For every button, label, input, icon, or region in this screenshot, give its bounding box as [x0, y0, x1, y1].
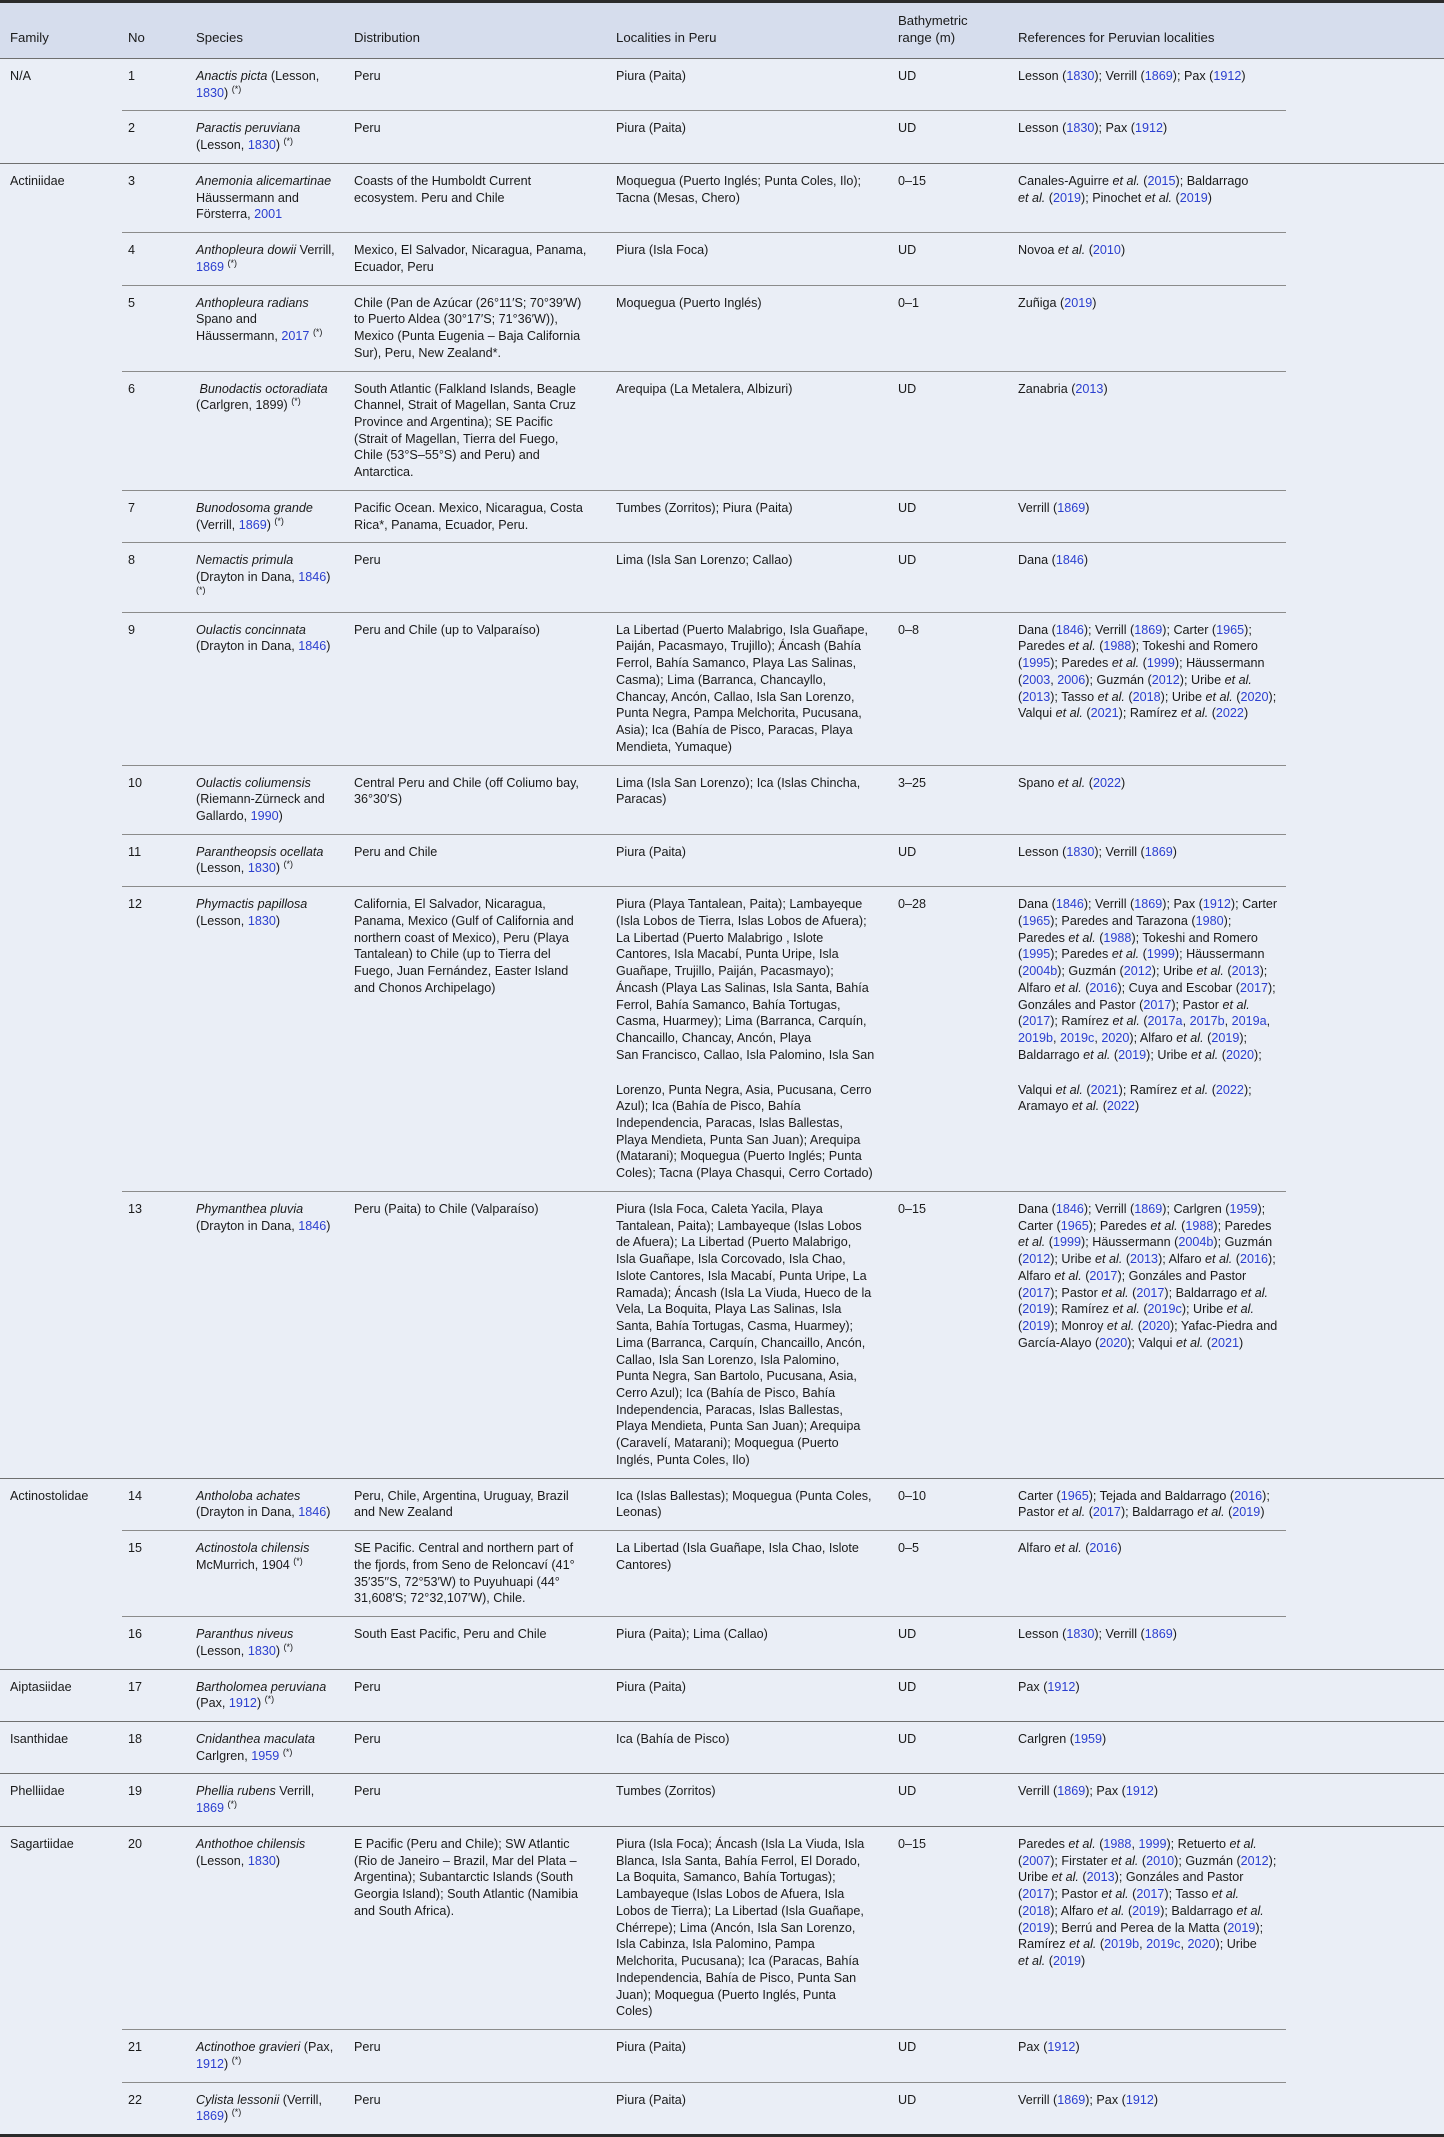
- cell-spacer: [1286, 1826, 1444, 2029]
- table-row: [0, 163, 1444, 232]
- cell-localities: Piura (Paita): [610, 834, 892, 886]
- cell-bathymetric-range: 0–8: [892, 612, 1012, 765]
- cell-family: [0, 612, 122, 765]
- cell-spacer: [1286, 765, 1444, 834]
- cell-no: 7: [122, 490, 190, 542]
- cell-spacer: [1286, 285, 1444, 371]
- cell-no: 5: [122, 285, 190, 371]
- cell-references: Spano et al. (2022): [1012, 765, 1286, 834]
- cell-references: Lesson (1830); Pax (1912): [1012, 111, 1286, 163]
- table-row: [0, 1478, 1444, 1530]
- cell-family: Sagartiidae: [0, 1826, 122, 2029]
- cell-distribution: E Pacific (Peru and Chile); SW Atlantic (Rio de Janeiro – Brazil, Mar del Plata – Argentina); Subantarctic Islands (South Georgia Island); South Atlantic (Namibia and South Africa).: [348, 1826, 610, 2029]
- cell-references: Dana (1846); Verrill (1869); Carter (1965); Paredes et al. (1988); Tokeshi and Romero (1995); Paredes et al. (1999); Häussermann (2003, 2006); Guzmán (2012); Uribe et al. (2013); Tasso et al. (2018); Uribe et al. (2020); Valqui et al. (2021); Ramírez et al. (2022): [1012, 612, 1286, 765]
- cell-no: 14: [122, 1478, 190, 1530]
- cell-bathymetric-range: UD: [892, 1669, 1012, 1721]
- cell-localities: La Libertad (Isla Guañape, Isla Chao, Islote Cantores): [610, 1531, 892, 1617]
- cell-no: 12: [122, 887, 190, 1073]
- table-row: [0, 2030, 1444, 2082]
- cell-species: Anthothoe chilensis (Lesson, 1830): [190, 1826, 348, 2029]
- cell-no: 11: [122, 834, 190, 886]
- cell-bathymetric-range: 0–15: [892, 1826, 1012, 2029]
- cell-localities: Piura (Paita): [610, 111, 892, 163]
- cell-spacer: [1286, 834, 1444, 886]
- cell-distribution: South East Pacific, Peru and Chile: [348, 1617, 610, 1669]
- table-row: [0, 111, 1444, 163]
- cell-spacer: [1286, 887, 1444, 1073]
- cell-no: 17: [122, 1669, 190, 1721]
- cell-distribution: South Atlantic (Falkland Islands, Beagle Channel, Strait of Magellan, Santa Cruz Province and Argentina); SE Pacific (Strait of Magellan, Tierra del Fuego, Chile (53°S–55°S) and Peru) and Antarctica.: [348, 371, 610, 490]
- cell-localities: Piura (Isla Foca): [610, 233, 892, 285]
- cell-distribution: Coasts of the Humboldt Current ecosystem. Peru and Chile: [348, 163, 610, 232]
- cell-no: 21: [122, 2030, 190, 2082]
- cell-localities: Lorenzo, Punta Negra, Asia, Pucusana, Cerro Azul); Ica (Bahía de Pisco, Bahía Independencia, Paracas, Islas Ballestas, Playa Mendieta, Punta San Juan); Arequipa (Matarani); Moquegua (Puerto Inglés; Punta Coles); Tacna (Playa Chasqui, Cerro Cortado): [616, 1082, 873, 1181]
- cell-bathymetric-range: UD: [892, 111, 1012, 163]
- cell-family: [0, 1073, 122, 1192]
- cell-no: 13: [122, 1191, 190, 1478]
- cell-bathymetric-range: 0–15: [892, 163, 1012, 232]
- table-row: [0, 887, 1444, 1073]
- cell-family: [0, 887, 122, 1073]
- cell-localities: Tumbes (Zorritos): [610, 1774, 892, 1826]
- cell-family: [0, 834, 122, 886]
- cell-no: [122, 1073, 190, 1192]
- table-row: [0, 1073, 1444, 1192]
- cell-no: 3: [122, 163, 190, 232]
- cell-references: Verrill (1869): [1012, 490, 1286, 542]
- cell-family: [0, 233, 122, 285]
- cell-bathymetric-range: 0–15: [892, 1191, 1012, 1478]
- cell-species: Cnidanthea maculata Carlgren, 1959 (*): [190, 1722, 348, 1774]
- cell-spacer: [1286, 612, 1444, 765]
- cell-species: Anthopleura dowii Verrill, 1869 (*): [190, 233, 348, 285]
- cell-localities: Ica (Islas Ballestas); Moquegua (Punta Coles, Leonas): [610, 1478, 892, 1530]
- column-header-distribution: Distribution: [354, 29, 420, 45]
- cell-bathymetric-range: UD: [892, 543, 1012, 612]
- cell-localities: Ica (Bahía de Pisco): [610, 1722, 892, 1774]
- cell-spacer: [1286, 111, 1444, 163]
- cell-species: Anthopleura radians Spano and Häussermann, 2017 (*): [190, 285, 348, 371]
- cell-distribution: Peru (Paita) to Chile (Valparaíso): [348, 1191, 610, 1478]
- cell-bathymetric-range: UD: [892, 2082, 1012, 2134]
- cell-bathymetric-range: 3–25: [892, 765, 1012, 834]
- cell-references: Dana (1846): [1012, 543, 1286, 612]
- cell-references: Pax (1912): [1012, 2030, 1286, 2082]
- cell-species: Anactis picta (Lesson, 1830) (*): [190, 59, 348, 111]
- cell-bathymetric-range: UD: [892, 1722, 1012, 1774]
- cell-distribution: Peru: [348, 2082, 610, 2134]
- cell-localities: Piura (Paita): [610, 2082, 892, 2134]
- cell-references: Paredes et al. (1988, 1999); Retuerto et al. (2007); Firstater et al. (2010); Guzmán (2012); Uribe et al. (2013); Gonzáles and Pastor (2017); Pastor et al. (2017); Tasso et al. (2018); Alfaro et al. (2019); Baldarrago et al. (2019); Berrú and Perea de la Matta (2019); Ramírez et al. (2019b, 2019c, 2020); Uribe et al. (2019): [1012, 1826, 1286, 2029]
- cell-no: 10: [122, 765, 190, 834]
- column-header-localities: Localities in Peru: [616, 29, 717, 45]
- cell-distribution: Peru: [348, 111, 610, 163]
- cell-references: Carter (1965); Tejada and Baldarrago (2016); Pastor et al. (2017); Baldarrago et al. (2019): [1012, 1478, 1286, 1530]
- cell-distribution: Mexico, El Salvador, Nicaragua, Panama, Ecuador, Peru: [348, 233, 610, 285]
- cell-localities: Piura (Paita): [610, 59, 892, 111]
- cell-references: Alfaro et al. (2016): [1012, 1531, 1286, 1617]
- cell-species: Phymactis papillosa (Lesson, 1830): [190, 887, 348, 1073]
- cell-localities: Lima (Isla San Lorenzo); Ica (Islas Chincha, Paracas): [610, 765, 892, 834]
- cell-spacer: [1286, 1478, 1444, 1530]
- cell-no: 4: [122, 233, 190, 285]
- cell-family: [0, 1617, 122, 1669]
- column-header-references: References for Peruvian localities: [1018, 29, 1215, 45]
- cell-references: Lesson (1830); Verrill (1869): [1012, 1617, 1286, 1669]
- cell-bathymetric-range: UD: [892, 233, 1012, 285]
- bathymetric-line-2: range (m): [898, 29, 956, 45]
- table-row: [0, 1669, 1444, 1721]
- cell-bathymetric-range: UD: [892, 834, 1012, 886]
- cell-bathymetric-range: UD: [892, 2030, 1012, 2082]
- cell-references: Zanabria (2013): [1012, 371, 1286, 490]
- cell-family: [0, 765, 122, 834]
- cell-references: Novoa et al. (2010): [1012, 233, 1286, 285]
- cell-localities: Piura (Paita): [610, 2030, 892, 2082]
- cell-spacer: [1286, 543, 1444, 612]
- cell-bathymetric-range: 0–5: [892, 1531, 1012, 1617]
- cell-spacer: [1286, 2030, 1444, 2082]
- cell-spacer: [1286, 1774, 1444, 1826]
- table-row: [0, 490, 1444, 542]
- cell-references: Lesson (1830); Verrill (1869); Pax (1912): [1012, 59, 1286, 111]
- cell-species: Bunodosoma grande (Verrill, 1869) (*): [190, 490, 348, 542]
- table-row: [0, 59, 1444, 111]
- cell-spacer: [1286, 163, 1444, 232]
- cell-distribution: Peru: [348, 1774, 610, 1826]
- cell-bathymetric-range: UD: [892, 1617, 1012, 1669]
- cell-spacer: [1286, 2082, 1444, 2134]
- table-row: [0, 1826, 1444, 2029]
- cell-localities: Piura (Paita): [610, 1669, 892, 1721]
- cell-no: 1: [122, 59, 190, 111]
- table-row: [0, 1774, 1444, 1826]
- cell-distribution: Central Peru and Chile (off Coliumo bay, 36°30′S): [348, 765, 610, 834]
- cell-spacer: [1286, 1531, 1444, 1617]
- cell-no: 8: [122, 543, 190, 612]
- cell-references: Carlgren (1959): [1012, 1722, 1286, 1774]
- table-row: [0, 834, 1444, 886]
- cell-references: Zuñiga (2019): [1012, 285, 1286, 371]
- cell-localities: Tumbes (Zorritos); Piura (Paita): [610, 490, 892, 542]
- cell-species: Oulactis coliumensis (Riemann-Zürneck and Gallardo, 1990): [190, 765, 348, 834]
- cell-family: Isanthidae: [0, 1722, 122, 1774]
- column-header-family: Family: [10, 29, 49, 45]
- cell-references: Valqui et al. (2021); Ramírez et al. (2022); Aramayo et al. (2022): [1018, 1082, 1252, 1114]
- cell-bathymetric-range: [892, 1073, 1012, 1192]
- cell-family: Phelliidae: [0, 1774, 122, 1826]
- table-row: [0, 1722, 1444, 1774]
- column-header-bathymetric: [892, 3, 1012, 59]
- cell-species: Cylista lessonii (Verrill, 1869) (*): [190, 2082, 348, 2134]
- cell-species: Oulactis concinnata (Drayton in Dana, 1846): [190, 612, 348, 765]
- cell-references: Pax (1912): [1012, 1669, 1286, 1721]
- cell-species: Anemonia alicemartinae Häussermann and Försterra, 2001: [190, 163, 348, 232]
- bathymetric-line-1: Bathymetric: [898, 13, 968, 28]
- cell-no: 16: [122, 1617, 190, 1669]
- cell-spacer: [1286, 59, 1444, 111]
- cell-family: Actinostolidae: [0, 1478, 122, 1530]
- cell-no: 9: [122, 612, 190, 765]
- cell-bathymetric-range: UD: [892, 371, 1012, 490]
- cell-distribution: Peru: [348, 59, 610, 111]
- cell-references: Lesson (1830); Verrill (1869): [1012, 834, 1286, 886]
- cell-spacer: [1286, 371, 1444, 490]
- cell-bathymetric-range: UD: [892, 1774, 1012, 1826]
- column-header-species: Species: [196, 29, 243, 45]
- cell-family: [0, 285, 122, 371]
- cell-references: Verrill (1869); Pax (1912): [1012, 1774, 1286, 1826]
- cell-species: Actinothoe gravieri (Pax, 1912) (*): [190, 2030, 348, 2082]
- table-row: [0, 371, 1444, 490]
- cell-distribution: Pacific Ocean. Mexico, Nicaragua, Costa Rica*, Panama, Ecuador, Peru.: [348, 490, 610, 542]
- cell-distribution: Peru, Chile, Argentina, Uruguay, Brazil and New Zealand: [348, 1478, 610, 1530]
- cell-no: 20: [122, 1826, 190, 2029]
- table-row: [0, 1617, 1444, 1669]
- cell-distribution: California, El Salvador, Nicaragua, Panama, Mexico (Gulf of California and northern coast of Mexico), Peru (Playa Tantalean) to Chile (up to Tierra del Fuego, Juan Fernández, Easter Island and Chonos Archipelago): [348, 887, 610, 1073]
- table-row: [0, 543, 1444, 612]
- cell-species: Antholoba achates (Drayton in Dana, 1846): [190, 1478, 348, 1530]
- table-row: [0, 1531, 1444, 1617]
- cell-no: 6: [122, 371, 190, 490]
- cell-localities: Piura (Isla Foca); Áncash (Isla La Viuda, Isla Blanca, Isla Santa, Bahía Ferrol, El Dorado, La Boquita, Samanco, Bahía Tortugas); Lambayeque (Islas Lobos de Afuera, Isla Lobos de Tierra); La Libertad (Isla Guañape, Chérrepe); Lima (Ancón, Isla San Lorenzo, Isla Cabinza, Isla Palomino, Pampa Melchorita, Pucusana); Ica (Paracas, Bahía Independencia, Bahía de Pisco, Punta San Juan); Moquegua (Puerto Inglés, Punta Coles): [610, 1826, 892, 2029]
- table-row: [0, 1191, 1444, 1478]
- cell-spacer: [1286, 1073, 1444, 1192]
- table-row: [0, 765, 1444, 834]
- cell-species: Nemactis primula (Drayton in Dana, 1846) (*): [190, 543, 348, 612]
- cell-distribution: Peru: [348, 1669, 610, 1721]
- cell-family: [0, 111, 122, 163]
- cell-distribution: Peru and Chile (up to Valparaíso): [348, 612, 610, 765]
- cell-species: Paranthus niveus (Lesson, 1830) (*): [190, 1617, 348, 1669]
- cell-no: 18: [122, 1722, 190, 1774]
- cell-distribution: Chile (Pan de Azúcar (26°11′S; 70°39′W) to Puerto Aldea (30°17′S; 71°36′W)), Mexico (Punta Eugenia – Baja California Sur), Peru, New Zealand*.: [348, 285, 610, 371]
- cell-species: Bartholomea peruviana (Pax, 1912) (*): [190, 1669, 348, 1721]
- cell-bathymetric-range: UD: [892, 490, 1012, 542]
- cell-family: [0, 2082, 122, 2134]
- table-row: [0, 2082, 1444, 2134]
- cell-family: [0, 2030, 122, 2082]
- cell-localities: Piura (Isla Foca, Caleta Yacila, Playa Tantalean, Paita); Lambayeque (Islas Lobos de Afuera); La Libertad (Puerto Malabrigo, Isla Guañape, Isla Corcovado, Isla Chao, Islote Cantores, Isla Macabí, Punta Uripe, La Ramada); Áncash (Isla La Viuda, Hueco de la Vela, La Boquita, Playa Las Salinas, Isla Santa, Bahía Tortugas, Casma, Huarmey); Lima (Barranca, Carquín, Chancaillo, Ancón, Callao, Isla San Lorenzo, Isla Palomino, Punta Negra, San Bartolo, Pucusana, Asia, Cerro Azul); Ica (Bahía de Pisco, Bahía Independencia, Paracas, Islas Ballestas, Playa Mendieta, Punta San Juan); Arequipa (Caravelí, Matarani); Moquegua (Puerto Inglés, Punta Coles, Ilo): [610, 1191, 892, 1478]
- cell-bathymetric-range: 0–28: [892, 887, 1012, 1073]
- cell-localities: Moquegua (Puerto Inglés; Punta Coles, Ilo); Tacna (Mesas, Chero): [610, 163, 892, 232]
- cell-species: Phellia rubens Verrill, 1869 (*): [190, 1774, 348, 1826]
- cell-species: Phymanthea pluvia (Drayton in Dana, 1846): [190, 1191, 348, 1478]
- table-row: [0, 285, 1444, 371]
- table-row: [0, 612, 1444, 765]
- cell-bathymetric-range: UD: [892, 59, 1012, 111]
- cell-localities: La Libertad (Puerto Malabrigo, Isla Guañape, Paiján, Pacasmayo, Trujillo); Áncash (Bahía Ferrol, Bahía Samanco, Playa Las Salinas, Casma); Lima (Barranca, Chancayllo, Chancay, Ancón, Callao, Isla San Lorenzo, Punta Negra, Pampa Melchorita, Pucusana, Asia); Ica (Bahía de Pisco, Paracas, Playa Mendieta, Yumaque): [610, 612, 892, 765]
- cell-family: [0, 371, 122, 490]
- cell-references: Verrill (1869); Pax (1912): [1012, 2082, 1286, 2134]
- cell-species: Paractis peruviana (Lesson, 1830) (*): [190, 111, 348, 163]
- cell-family: [0, 1531, 122, 1617]
- species-table: [0, 3, 1444, 2134]
- cell-spacer: [1286, 1669, 1444, 1721]
- cell-spacer: [1286, 490, 1444, 542]
- cell-localities: Piura (Paita); Lima (Callao): [610, 1617, 892, 1669]
- cell-distribution: Peru and Chile: [348, 834, 610, 886]
- cell-species: [190, 1073, 348, 1192]
- cell-references: Dana (1846); Verrill (1869); Pax (1912); Carter (1965); Paredes and Tarazona (1980); Paredes et al. (1988); Tokeshi and Romero (1995); Paredes et al. (1999); Häussermann (2004b); Guzmán (2012); Uribe et al. (2013); Alfaro et al. (2016); Cuya and Escobar (2017); Gonzáles and Pastor (2017); Pastor et al. (2017); Ramírez et al. (2017a, 2017b, 2019a, 2019b, 2019c, 2020); Alfaro et al. (2019); Baldarrago et al. (2019); Uribe et al. (2020);: [1012, 887, 1286, 1073]
- cell-family: Aiptasiidae: [0, 1669, 122, 1721]
- cell-spacer: [1286, 233, 1444, 285]
- cell-localities: Lima (Isla San Lorenzo; Callao): [610, 543, 892, 612]
- cell-distribution: SE Pacific. Central and northern part of the fjords, from Seno de Reloncaví (41° 35′35′′S, 72°53′W) to Puyuhuapi (44° 31,608′S; 72°32,107′W), Chile.: [348, 1531, 610, 1617]
- cell-no: 19: [122, 1774, 190, 1826]
- cell-species: Actinostola chilensis McMurrich, 1904 (*): [190, 1531, 348, 1617]
- cell-bathymetric-range: 0–1: [892, 285, 1012, 371]
- cell-no: 2: [122, 111, 190, 163]
- cell-distribution: Peru: [348, 1722, 610, 1774]
- cell-distribution: Peru: [348, 543, 610, 612]
- table-body: [0, 59, 1444, 2134]
- cell-family: Actiniidae: [0, 163, 122, 232]
- cell-distribution: [348, 1073, 610, 1192]
- cell-family: N/A: [0, 59, 122, 111]
- cell-family: [0, 490, 122, 542]
- cell-spacer: [1286, 1617, 1444, 1669]
- cell-species: Bunodactis octoradiata (Carlgren, 1899) (*): [190, 371, 348, 490]
- cell-references: Canales-Aguirre et al. (2015); Baldarrago et al. (2019); Pinochet et al. (2019): [1012, 163, 1286, 232]
- cell-localities: Piura (Playa Tantalean, Paita); Lambayeque (Isla Lobos de Tierra, Islas Lobos de Afuera); La Libertad (Puerto Malabrigo , Islote Cantores, Isla Macabí, Punta Uripe, Isla Guañape, Trujillo, Paiján, Pacasmayo); Áncash (Playa Las Salinas, Isla Santa, Bahía Ferrol, Bahía Samanco, Bahía Tortugas, Casma, Huarmey); Lima (Barranca, Carquín, Chancaillo, Chancay, Ancón, Playa San Francisco, Callao, Isla Palomino, Isla San: [610, 887, 892, 1073]
- cell-localities: Arequipa (La Metalera, Albizuri): [610, 371, 892, 490]
- cell-species: Parantheopsis ocellata (Lesson, 1830) (*): [190, 834, 348, 886]
- cell-bathymetric-range: 0–10: [892, 1478, 1012, 1530]
- column-header-spacer: [1286, 3, 1444, 59]
- table-header-row: [0, 3, 1444, 59]
- cell-no: 15: [122, 1531, 190, 1617]
- table-row: [0, 233, 1444, 285]
- cell-references: Dana (1846); Verrill (1869); Carlgren (1959); Carter (1965); Paredes et al. (1988); Paredes et al. (1999); Häussermann (2004b); Guzmán (2012); Uribe et al. (2013); Alfaro et al. (2016); Alfaro et al. (2017); Gonzáles and Pastor (2017); Pastor et al. (2017); Baldarrago et al. (2019); Ramírez et al. (2019c); Uribe et al. (2019); Monroy et al. (2020); Yafac-Piedra and García-Alayo (2020); Valqui et al. (2021): [1012, 1191, 1286, 1478]
- cell-spacer: [1286, 1191, 1444, 1478]
- cell-family: [0, 543, 122, 612]
- cell-distribution: Peru: [348, 2030, 610, 2082]
- table-header: [0, 3, 1444, 59]
- cell-no: 22: [122, 2082, 190, 2134]
- cell-family: [0, 1191, 122, 1478]
- column-header-no: No: [128, 29, 145, 45]
- cell-spacer: [1286, 1722, 1444, 1774]
- cell-localities: Moquegua (Puerto Inglés): [610, 285, 892, 371]
